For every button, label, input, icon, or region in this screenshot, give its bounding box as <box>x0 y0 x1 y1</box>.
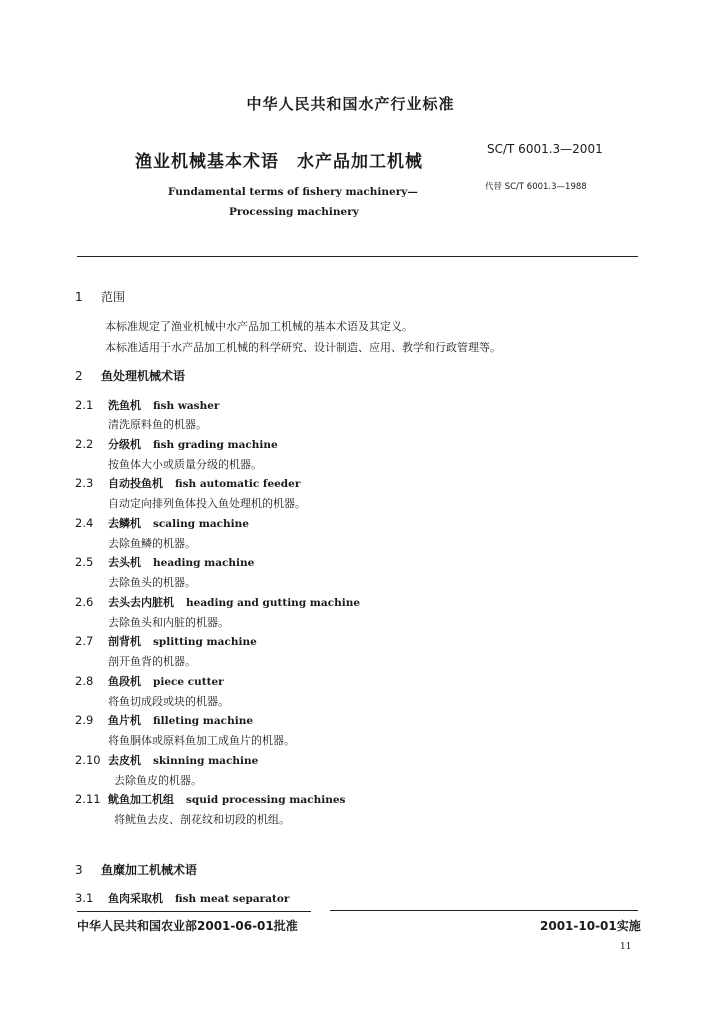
document-title-cn: 渔业机械基本术语 水产品加工机械 <box>135 152 423 172</box>
term-number: 2.7 <box>75 634 94 648</box>
issuing-organization: 中华人民共和国水产行业标准 <box>246 95 455 113</box>
term-cn: 洗鱼机 <box>108 399 141 412</box>
issued-by: 中华人民共和国农业部2001-06-01批准 <box>77 919 298 933</box>
section-number: 3 <box>75 863 83 877</box>
term-number: 2.1 <box>75 398 94 412</box>
term-en: fish meat separator <box>175 893 290 905</box>
section-title: 范围 <box>101 290 126 304</box>
document-title-en-line1: Fundamental terms of fishery machinery— <box>168 186 418 198</box>
term-cn: 去头去内脏机 <box>108 596 174 609</box>
term-en: squid processing machines <box>186 794 346 806</box>
term-cn: 鱼段机 <box>108 675 141 688</box>
term-number: 2.4 <box>75 516 94 530</box>
term-definition: 去除鱼头和内脏的机器。 <box>108 616 229 629</box>
term-cn: 鱿鱼加工机组 <box>108 793 174 806</box>
section-3-heading <box>75 861 197 878</box>
replaces-standard: 代替 SC/T 6001.3—1988 <box>485 182 587 192</box>
header-divider <box>77 256 638 257</box>
term-number: 2.6 <box>75 595 94 609</box>
term-number: 2.9 <box>75 713 94 727</box>
term-en: filleting machine <box>153 715 254 727</box>
section-1-heading <box>75 288 125 305</box>
section-2-heading <box>75 367 185 384</box>
term-definition: 将鱼胴体或原料鱼加工成鱼片的机器。 <box>108 734 295 747</box>
term-entry <box>75 791 345 807</box>
term-entry <box>75 594 360 610</box>
scope-paragraph: 本标准适用于水产品加工机械的科学研究、设计制造、应用、教学和行政管理等。 <box>105 341 501 354</box>
term-definition: 清洗原料鱼的机器。 <box>108 418 207 431</box>
term-cn: 鱼片机 <box>108 714 141 727</box>
term-entry <box>75 475 300 491</box>
term-cn: 鱼肉采取机 <box>108 892 163 905</box>
term-entry <box>75 752 258 768</box>
term-number: 2.3 <box>75 476 94 490</box>
term-en: scaling machine <box>153 518 249 530</box>
term-entry <box>75 890 289 906</box>
term-en: fish grading machine <box>153 439 278 451</box>
term-definition: 将鱿鱼去皮、剖花纹和切段的机组。 <box>114 813 290 826</box>
term-cn: 自动投鱼机 <box>108 477 163 490</box>
term-number: 2.5 <box>75 555 94 569</box>
footer-divider-left <box>77 911 311 912</box>
footer-divider-right <box>330 910 638 911</box>
term-definition: 去除鱼头的机器。 <box>108 576 196 589</box>
term-cn: 去鳞机 <box>108 517 141 530</box>
term-definition: 将鱼切成段或块的机器。 <box>108 695 229 708</box>
term-entry <box>75 436 278 452</box>
term-definition: 去除鱼皮的机器。 <box>114 774 202 787</box>
page-number: 11 <box>620 942 632 952</box>
term-entry <box>75 397 219 413</box>
term-definition: 去除鱼鳞的机器。 <box>108 537 196 550</box>
term-en: piece cutter <box>153 676 224 688</box>
term-cn: 剖背机 <box>108 635 141 648</box>
document-title-en-line2: Processing machinery <box>229 206 359 218</box>
standard-code: SC/T 6001.3—2001 <box>487 142 603 156</box>
implementation-date: 2001-10-01实施 <box>540 919 641 933</box>
term-entry <box>75 633 257 649</box>
term-cn: 去头机 <box>108 556 141 569</box>
term-en: fish automatic feeder <box>175 478 301 490</box>
term-definition: 剖开鱼背的机器。 <box>108 655 196 668</box>
term-number: 2.8 <box>75 674 94 688</box>
term-cn: 分级机 <box>108 438 141 451</box>
term-entry <box>75 554 254 570</box>
term-en: heading machine <box>153 557 255 569</box>
section-number: 1 <box>75 290 83 304</box>
term-entry <box>75 712 253 728</box>
term-number: 2.2 <box>75 437 94 451</box>
term-number: 3.1 <box>75 891 94 905</box>
section-title: 鱼糜加工机械术语 <box>101 863 198 877</box>
term-definition: 按鱼体大小或质量分级的机器。 <box>108 458 262 471</box>
term-entry <box>75 673 224 689</box>
term-definition: 自动定向排列鱼体投入鱼处理机的机器。 <box>108 497 306 510</box>
section-number: 2 <box>75 369 83 383</box>
term-en: fish washer <box>153 400 220 412</box>
term-en: heading and gutting machine <box>186 597 361 609</box>
term-cn: 去皮机 <box>108 754 141 767</box>
section-title: 鱼处理机械术语 <box>101 369 186 383</box>
scope-paragraph: 本标准规定了渔业机械中水产品加工机械的基本术语及其定义。 <box>105 320 413 333</box>
term-en: skinning machine <box>153 755 259 767</box>
term-number: 2.11 <box>75 792 101 806</box>
term-number: 2.10 <box>75 753 101 767</box>
term-en: splitting machine <box>153 636 257 648</box>
term-entry <box>75 515 249 531</box>
